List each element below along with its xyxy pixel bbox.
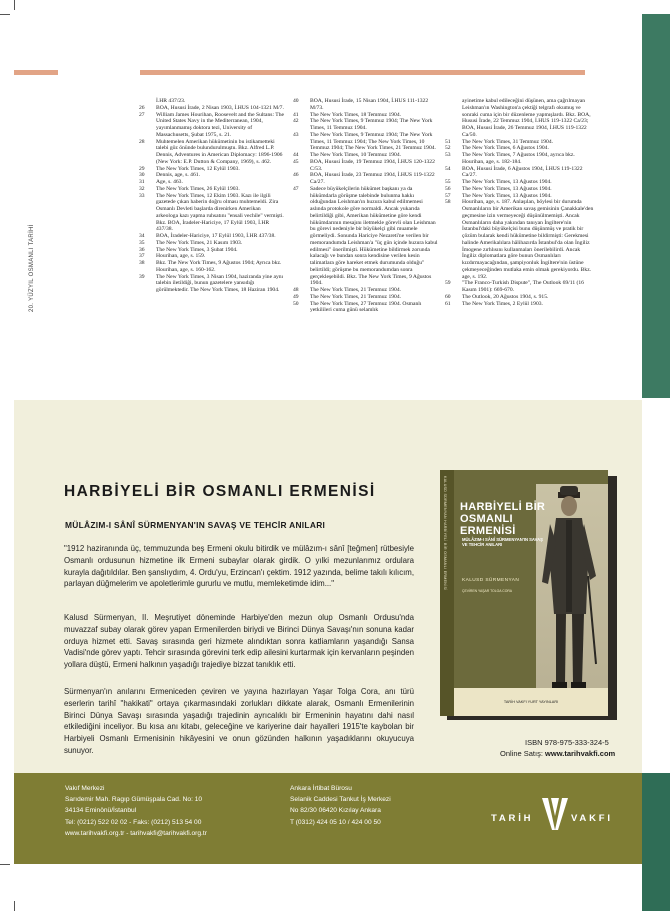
endnote-text: The New York Times, 7 Ağustos 1904, ayrıca bkz. Hourihan, age, s. 182-184. [462, 152, 575, 165]
endnote-text: The New York Times, 9 Temmuz 1904; The New York Times, 11 Temmuz 1904; The New York Times, 10 Temmuz 1904; The New York Times, 21 Temmuz 1904. [310, 131, 436, 152]
endnote-text: BOA, Hususi İrade, 19 Temmuz 1904, İ.HUS 120-1322 C/53. [310, 158, 435, 172]
tarih-vakfi-logo [491, 790, 631, 840]
book-cover-author: KALUSD SÜRMENYAN [462, 578, 520, 583]
right-edge-stripe-bottom [642, 773, 670, 911]
endnote [139, 105, 284, 112]
endnote [139, 112, 284, 139]
online-sales-label: Online Satış: [500, 749, 546, 758]
endnote-number: 35 [139, 239, 145, 246]
endnote-text: The New York Times, 26 Eylül 1903. [156, 185, 240, 192]
endnote-text: BOA, Hususi İrade, 2 Nisan 1903, İ.HUS 104-1321 M/7. [156, 104, 284, 111]
endnote-number: 55 [445, 179, 451, 185]
endnote [445, 301, 595, 308]
endnotes-column-1 [139, 98, 284, 294]
endnote [445, 280, 595, 294]
endnote [293, 152, 440, 159]
endnote-text: Hourihan, age, s. 187. Anlaşılan, böylesi bir durumda Osmanlıların bir Amerikan savaş gemisinin Çanakkale'den geçmesine izin vermeyeceği düşünülmemişti. Ancak Osmanlıların daha yakından tanıyan İngiltere'nin İstanbul'daki büyükelçisi bunu düşünmüş ve pratik bir çözüm bularak kendi hükümetine bildirmişti: Gerekmesi halinde Amerikalılara hâlihazırda İstanbul'da olan İngiliz İmogene zırhlısını kullanmaları önerilebilirdi. Ancak İngiliz diplomatlara göre bunun Osmanlıları kızdırmayacağından, şampiyonluk İngiltere'nin üstüne çekmeyeceğinden mutlaka emin olmak gerekiyordu. Bkz. age, s. 192. [462, 199, 594, 280]
endnote-text: The New York Times, 6 Ağustos 1904. [462, 145, 549, 152]
endnote-number: 46 [293, 172, 299, 179]
endnote [139, 179, 284, 186]
endnote [445, 193, 595, 200]
endnote-text: The New York Times, 10 Temmuz 1904. [310, 152, 402, 158]
crop-mark [14, 901, 15, 911]
endnote-number: 31 [139, 179, 145, 185]
endnote-text: The New York Times, 2 Eylül 1903. [462, 300, 543, 307]
book-promo-panel [14, 400, 642, 773]
endnote [293, 159, 440, 173]
online-sales [500, 749, 615, 758]
endnote-text: ayinetime kabul edileceğini düşünen, ama çağrılmayan Leishman'ın Washington'a çektiği telgrafı okumuş ve sonraki cuma için bir düzenleme yapmışlardı. Bkz. BOA, Hususi İrade, 22 Temmuz 1904, İ.HUS 119-1322 Ca/23; BOA, Hususi İrade, 26 Temmuz 1904, İ.HUS 119-1322 Ca/50. [462, 98, 591, 138]
endnote-number: 36 [139, 246, 145, 253]
endnote-text: "The Franco-Turkish Dispute", The Outlook 69/11 (16 Kasım 1901): 669-670. [462, 280, 584, 293]
endnote [293, 287, 440, 294]
endnote-number: 39 [139, 273, 145, 280]
book-cover-subtitle: MÜLÂZIM-I SÂNÎ SÜRMENYAN'IN SAVAŞ VE TEHCİR ANILARI [462, 537, 543, 548]
endnote-number: 26 [139, 104, 145, 111]
endnote-number: 29 [139, 165, 145, 172]
endnote-text: Dennis, age, s. 461. [156, 172, 200, 179]
endnote-text: Sadece büyükelçilerin hükümet başkanı ya da hükümdarla görüşme talebinde bulunma hakkı olduğundan Leishman'ın huzura kabul edilmemesi aslında protokole göre normaldi. Ancak yukarıda belirtildiği gibi, Amerikan hükümetine göre kendi hükümdarının mesajını iletmekle görevli olan Leishman bu görevi nedeniyle bir büyükelçi gibi muamele görmeliydi. Sonunda Hariciye Nezareti'ne verilen bir memorandumda Leishman'a "üç gün içinde huzura kabul edilmesi" önerilmişti. Hükümetine bildirmek zorunda kalacağı ve bundan sonra kendisine verilen kesin talimatlara göre hareket etmek durumunda olduğu" belirtildi; görüşme bu memorandumdan sonra gerçekleşebildi. Bkz. The New York Times, 9 Ağustos 1904. [310, 185, 438, 287]
endnote-number: 40 [293, 98, 299, 104]
promo-quote-paragraph: "1912 haziranında üç, temmuzunda beş Ermeni okulu bitirdik ve mülâzım-ı sânî [teğmen] rütbesiyle Osmanlı ordusunun hizmetine ilk Ermeni subaylar olarak girdik. O yılki mezunlarımız ordulara kurayla dağıtıldılar. Ben şanslıydım, 4. Ordu'yu, Erzincan'ı çektim. 1912 yazında, belime takılı kılıcım, parlayan düğmelerim ve apoletlerimle gururlu ve mutlu, memleketimde idim..." [64, 544, 415, 589]
promo-description-paragraph: Kalusd Sürmenyan, II. Meşrutiyet döneminde Harbiye'den mezun olup Osmanlı Ordusu'nda muvazzaf subay olarak görev yapan Ermenilerden biriydi ve Birinci Dünya Savaşı'nın sonuna kadar orduya hizmet etti. Savaş sırasında geri hizmete alındıktan sonra katliamların yaşandığı Sansa Vadisi'nde görev yaptı. Tehcir sırasında görevini terk edip ailesini kurtarmak için kervanların peşinden yollara düştü, Ermeni halkının yaşadığı trajediye bizzat tanıklık etti. [64, 613, 414, 669]
running-head [26, 100, 38, 320]
endnote [139, 166, 284, 173]
endnote-text: The New York Times, 9 Temmuz 1904; The New York Times, 11 Temmuz 1904. [310, 118, 433, 131]
headquarters-address-line: 34134 Eminönü/İstanbul [65, 807, 137, 815]
endnote-number: 32 [139, 185, 145, 192]
endnote [445, 186, 595, 193]
header-rule-main [140, 70, 585, 75]
endnote-number: 37 [139, 253, 145, 260]
endnote [139, 186, 284, 193]
ankara-office-name: Ankara İrtibat Bürosu [290, 785, 352, 792]
promo-title: HARBİYELİ BİR OSMANLI ERMENİSİ [64, 483, 376, 500]
endnotes-column-2 [293, 98, 440, 314]
endnote [139, 253, 284, 260]
endnote-text: Age, s. 463. [156, 179, 183, 185]
endnote [293, 301, 440, 315]
endnote-number: 42 [293, 118, 299, 125]
header-rule-left [14, 70, 58, 75]
endnote [293, 118, 440, 132]
endnote [293, 98, 440, 112]
endnote-number: 44 [293, 152, 299, 158]
endnote [293, 294, 440, 301]
endnote [139, 233, 284, 240]
footer-ankara-office [290, 783, 391, 828]
endnote-number: 61 [445, 300, 451, 307]
endnote-text: İ.HR 437/23. [156, 98, 186, 104]
endnote-text: BOA, Hususi İrade, 15 Nisan 1904, İ.HUS 111-1322 M/73. [310, 98, 429, 111]
isbn-label: ISBN 978-975-333-324-5 [525, 738, 609, 747]
endnote-text: The Outlook, 20 Ağustos 1904, s. 915. [462, 293, 549, 300]
book-spine-text: KALUSD SÜRMENYAN HARBİYELİ BİR OSMANLI ERMENİSİ [443, 476, 447, 591]
headquarters-phone: Tel: (0212) 522 02 02 - Faks: (0212) 513 54 00 [65, 818, 202, 826]
endnote-text: The New York Times, 3 Nisan 1904, haziranda yine aynı talebin iletildiği, bunun gazetelere yansıdığı görülmektedir. The New York Times, 18 Haziran 1904. [156, 273, 284, 293]
endnote [139, 172, 284, 179]
footer-headquarters [65, 783, 207, 839]
endnote-text: BOA, Hususi İrade, 6 Ağustos 1904, İ.HUS 119-1322 Ca/27. [462, 165, 583, 179]
book-cover [440, 470, 608, 716]
endnote-text: BOA, İradeler-Hariciye, 17 Eylül 1903, İ.HR 437/38. [156, 233, 276, 239]
endnote-number: 28 [139, 138, 145, 145]
crop-mark [14, 0, 15, 10]
endnote-number: 45 [293, 158, 299, 165]
endnote [139, 260, 284, 274]
endnote [139, 139, 284, 166]
book-cover-publisher: TARİH VAKFI YURT YAYINLARI [503, 700, 559, 704]
endnote-text: The New York Times, 27 Temmuz 1904. Osmanlı yetkilileri cuma günü selamlık [310, 300, 422, 314]
logo-emblem-icon [540, 796, 570, 832]
ankara-phone: T (0312) 424 05 10 / 424 00 50 [290, 818, 381, 826]
endnote-number: 54 [445, 165, 451, 172]
running-head-text: 20. YÜZYIL OSMANLI TARİHİ [29, 224, 35, 312]
endnote [293, 112, 440, 119]
endnote [139, 98, 284, 105]
endnote [139, 247, 284, 254]
endnote-number: 30 [139, 172, 145, 179]
endnote-text: Muhtemelen Amerikan hükümetinin bu istikametteki talebi göz önünde bulundurulmuştu. Bkz. Alfred L.P. Dennis, Adventures in American Diplomacy: 1896-1906 (New York: E.P. Dutton & Company, 1969), s. 462. [156, 138, 283, 165]
endnote-number: 49 [293, 293, 299, 300]
endnote-text: The New York Times, 12 Ekim 1903. Kazı ile ilgili gazetede çıkan haberin doğru olması muhtemeldi. Zira Osmanlı Devleti başlarda direnirken Amerikan arkeologa kazı yapma ruhsatını "ensali vechile" vermişti. Bkz. BOA, İradeler-Hariciye, 17 Eylül 1903, İ.HR 437/38. [156, 192, 284, 233]
endnote-number: 58 [445, 199, 451, 206]
endnote-number: 51 [445, 138, 451, 145]
endnote-number: 53 [445, 152, 451, 158]
endnote-number: 33 [139, 192, 145, 199]
right-edge-stripe-top [642, 14, 670, 398]
endnote-number: 57 [445, 192, 451, 199]
endnote [445, 166, 595, 180]
endnote-number: 56 [445, 185, 451, 192]
endnote-text: BOA, Hususi İrade, 23 Temmuz 1904, İ.HUS 119-1322 Ca/27. [310, 172, 435, 185]
endnote-text: The New York Times, 18 Temmuz 1904. [310, 111, 402, 118]
promo-subtitle: MÜLÂZIM-I SÂNÎ SÜRMENYAN'IN SAVAŞ VE TEHCİR ANILARI [65, 520, 326, 530]
endnote [445, 98, 595, 139]
endnote-number: 38 [139, 260, 145, 266]
endnote [445, 152, 595, 166]
endnote-text: The New York Times, 21 Kasım 1903. [156, 239, 243, 246]
endnote-text: The New York Times, 13 Ağustos 1904. [462, 179, 552, 185]
endnote-number: 41 [293, 111, 299, 118]
endnote [445, 145, 595, 152]
endnote-number [445, 98, 462, 139]
endnote-number: 60 [445, 293, 451, 300]
headquarters-name: Vakıf Merkezi [65, 785, 105, 792]
endnote-text: The New York Times, 31 Temmuz 1904. [462, 138, 554, 145]
book-cover-title: HARBİYELİ BİR OSMANLI ERMENİSİ [460, 501, 546, 537]
endnote-text: The New York Times, 13 Ağustos 1904. [462, 192, 552, 199]
endnote-text: The New York Times, 13 Ağustos 1904. [462, 185, 552, 192]
book-spine [440, 470, 454, 716]
endnote [445, 199, 595, 280]
promo-editor-paragraph: Sürmenyan'ın anılarını Ermeniceden çeviren ve yayına hazırlayan Yaşar Tolga Cora, anı türü eserlerin tarihî "hakikati" ortaya çıkarmasındaki zorlukları dikkate alarak, Osmanlı Ermenilerinin Birinci Dünya Savaşı sırasında yaşadığı trajedinin ayrıcalıklı bir Ermeninin hayatını dahi nasıl etkilediğini inceliyor. Bu kısa anı kitabı, geleceğine ve kariyerine dair hayalleri 1915'te kaybolan bir Harbiyeli Osmanlı Ermenisinin hikâyesini ve onun gözünden halkının yaşadıklarını okuyucuya sunuyor. [64, 687, 414, 755]
endnote [139, 193, 284, 234]
online-sales-link[interactable]: www.tarihvakfi.com [545, 749, 616, 758]
endnote-number: 48 [293, 287, 299, 293]
officer-figure-icon [536, 484, 608, 696]
endnote-number: 50 [293, 300, 299, 307]
endnote-text: William James Hourihan, Roosevelt and the Sultans: The United States Navy in the Mediterranean, 1904, yayımlanmamış doktora tezi, University of Massachusetts, Şubat 1975, s. 21. [156, 111, 284, 138]
endnote-text: The New York Times, 21 Temmuz 1904. [310, 287, 402, 293]
endnote-number [139, 98, 156, 105]
endnote [293, 132, 440, 152]
endnote-number: 27 [139, 111, 145, 118]
ankara-address-line: Selanik Caddesi Tankut İş Merkezi [290, 796, 391, 804]
endnote-text: Hourihan, age, s. 159. [156, 253, 206, 260]
endnote [139, 240, 284, 247]
endnote-number: 52 [445, 145, 451, 152]
endnote [293, 172, 440, 186]
crop-mark [0, 864, 10, 865]
endnote [445, 179, 595, 186]
officer-portrait-image [536, 484, 608, 696]
endnote-number: 47 [293, 185, 299, 192]
endnote-text: Bkz. The New York Times, 9 Ağustos 1904; Ayrıca bkz. Hourihan, age, s. 160-162. [156, 260, 282, 273]
crop-mark [0, 14, 10, 15]
logo-text-left: TARİH [491, 813, 534, 824]
endnote-number: 43 [293, 131, 299, 138]
endnotes-column-3 [445, 98, 595, 307]
logo-text-right: VAKFI [571, 813, 613, 824]
endnote [293, 186, 440, 287]
endnote [445, 294, 595, 301]
book-cover-translator: ÇEVİREN YAŞAR TOLGA CORA [462, 589, 513, 593]
endnote-text: The New York Times, 12 Eylül 1903. [156, 165, 240, 172]
headquarters-web-email[interactable]: www.tarihvakfi.org.tr - tarihvakfi@tarihvakfi.org.tr [65, 829, 207, 837]
endnote-text: The New York Times, 3 Şubat 1904. [156, 246, 238, 253]
footer-contact-bar [14, 773, 642, 864]
endnote-number: 34 [139, 233, 145, 239]
ankara-address-line: No 82/30 06420 Kızılay Ankara [290, 807, 381, 815]
endnote-number: 59 [445, 280, 451, 287]
endnote-text: The New York Times, 21 Temmuz 1904. [310, 293, 402, 300]
headquarters-address-line: Sarıdemir Mah. Ragıp Gümüşpala Cad. No: 10 [65, 796, 203, 804]
endnote [139, 274, 284, 294]
